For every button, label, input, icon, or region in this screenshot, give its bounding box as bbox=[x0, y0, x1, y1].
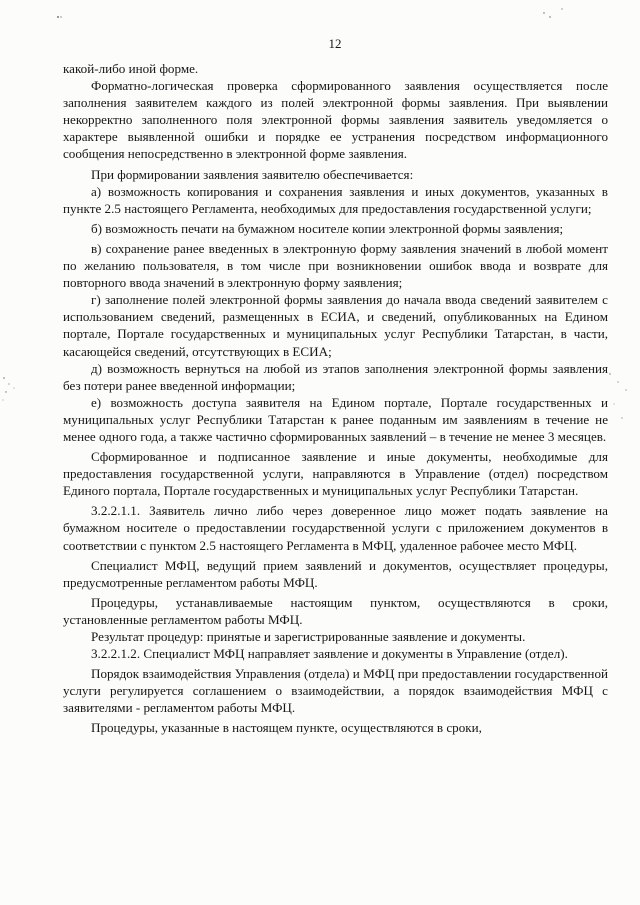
paragraph: Процедуры, устанавливаемые настоящим пунктом, осуществляются в сроки, установленные регламентом работы МФЦ. bbox=[63, 594, 608, 627]
paragraph: Сформированное и подписанное заявление и иные документы, необходимые для предоставления государственной услуги, направляются в Управление (отдел) посредством Единого портала, Портале государственных и муниципальных услуг Республики Татарстан. bbox=[63, 449, 608, 499]
paragraph: какой-либо иной форме. bbox=[63, 61, 199, 76]
paragraph: д) возможность вернуться на любой из этапов заполнения электронной формы заявления без потери ранее введенной информации; bbox=[63, 360, 608, 393]
paragraph: При формировании заявления заявителю обеспечивается: bbox=[91, 166, 414, 182]
paragraph: г) заполнение полей электронной формы заявления до начала ввода сведений заявителем с использованием сведений, размещенных в ЕСИА, и сведений, опубликованных на Едином портале, Портале государственных и муниципальных услуг Республики Татарстан, в части, касающейся сведений, отсутствующих в ЕСИА; bbox=[63, 292, 608, 359]
paragraph: 3.2.2.1.2. Специалист МФЦ направляет заявление и документы в Управление (отдел). bbox=[91, 646, 568, 662]
page-number: 12 bbox=[328, 36, 342, 51]
paragraph: 3.2.2.1.1. Заявитель лично либо через доверенное лицо может подать заявление на бумажном носителе о предоставлении государственной услуги с приложением документов в соответствии с пунктом 2.5 настоящего Регламента в МФЦ, удаленное рабочее место МФЦ. bbox=[63, 503, 608, 553]
paragraph: а) возможность копирования и сохранения заявления и иных документов, указанных в пункте 2.5 настоящего Регламента, необходимых для предоставления государственной услуги; bbox=[63, 183, 608, 216]
paragraph: в) сохранение ранее введенных в электронную форму заявления значений в любой момент по желанию пользователя, в том числе при возникновении ошибок ввода и возврате для повторного ввода значений в электронную форму заявления; bbox=[63, 240, 608, 291]
paragraph: Процедуры, указанные в настоящем пункте, осуществляются в сроки, bbox=[91, 720, 482, 736]
scan-noise-left bbox=[0, 370, 30, 420]
paragraph: Порядок взаимодействия Управления (отдела) и МФЦ при предоставлении государственной услуги регулируется соглашением о взаимодействии, а порядок взаимодействия МФЦ с заявителями - регламентом работы МФЦ. bbox=[63, 666, 608, 716]
paragraph: Результат процедур: принятые и зарегистрированные заявление и документы. bbox=[91, 629, 526, 644]
paragraph: е) возможность доступа заявителя на Едином портале, Портале государственных и муниципальных услуг Республики Татарстан к ранее поданным им заявлениям в течение не менее одного года, а также частично сформированных заявлений – в течение не менее 3 месяцев. bbox=[63, 394, 608, 444]
paragraph: Специалист МФЦ, ведущий прием заявлений и документов, осуществляет процедуры, предусмотренные регламентом работы МФЦ. bbox=[63, 557, 608, 590]
paragraph: Форматно-логическая проверка сформированного заявления осуществляется после заполнения заявителем каждого из полей электронной формы заявления. При выявлении некорректно заполненного поля электронной формы заявления заявитель уведомляется о характере выявленной ошибки и порядке ее устранения посредством информационного сообщения непосредственно в электронной форме заявления. bbox=[63, 78, 608, 162]
paragraph: б) возможность печати на бумажном носителе копии электронной формы заявления; bbox=[91, 220, 564, 236]
scan-noise-top bbox=[0, 0, 640, 40]
document-body bbox=[63, 60, 608, 737]
